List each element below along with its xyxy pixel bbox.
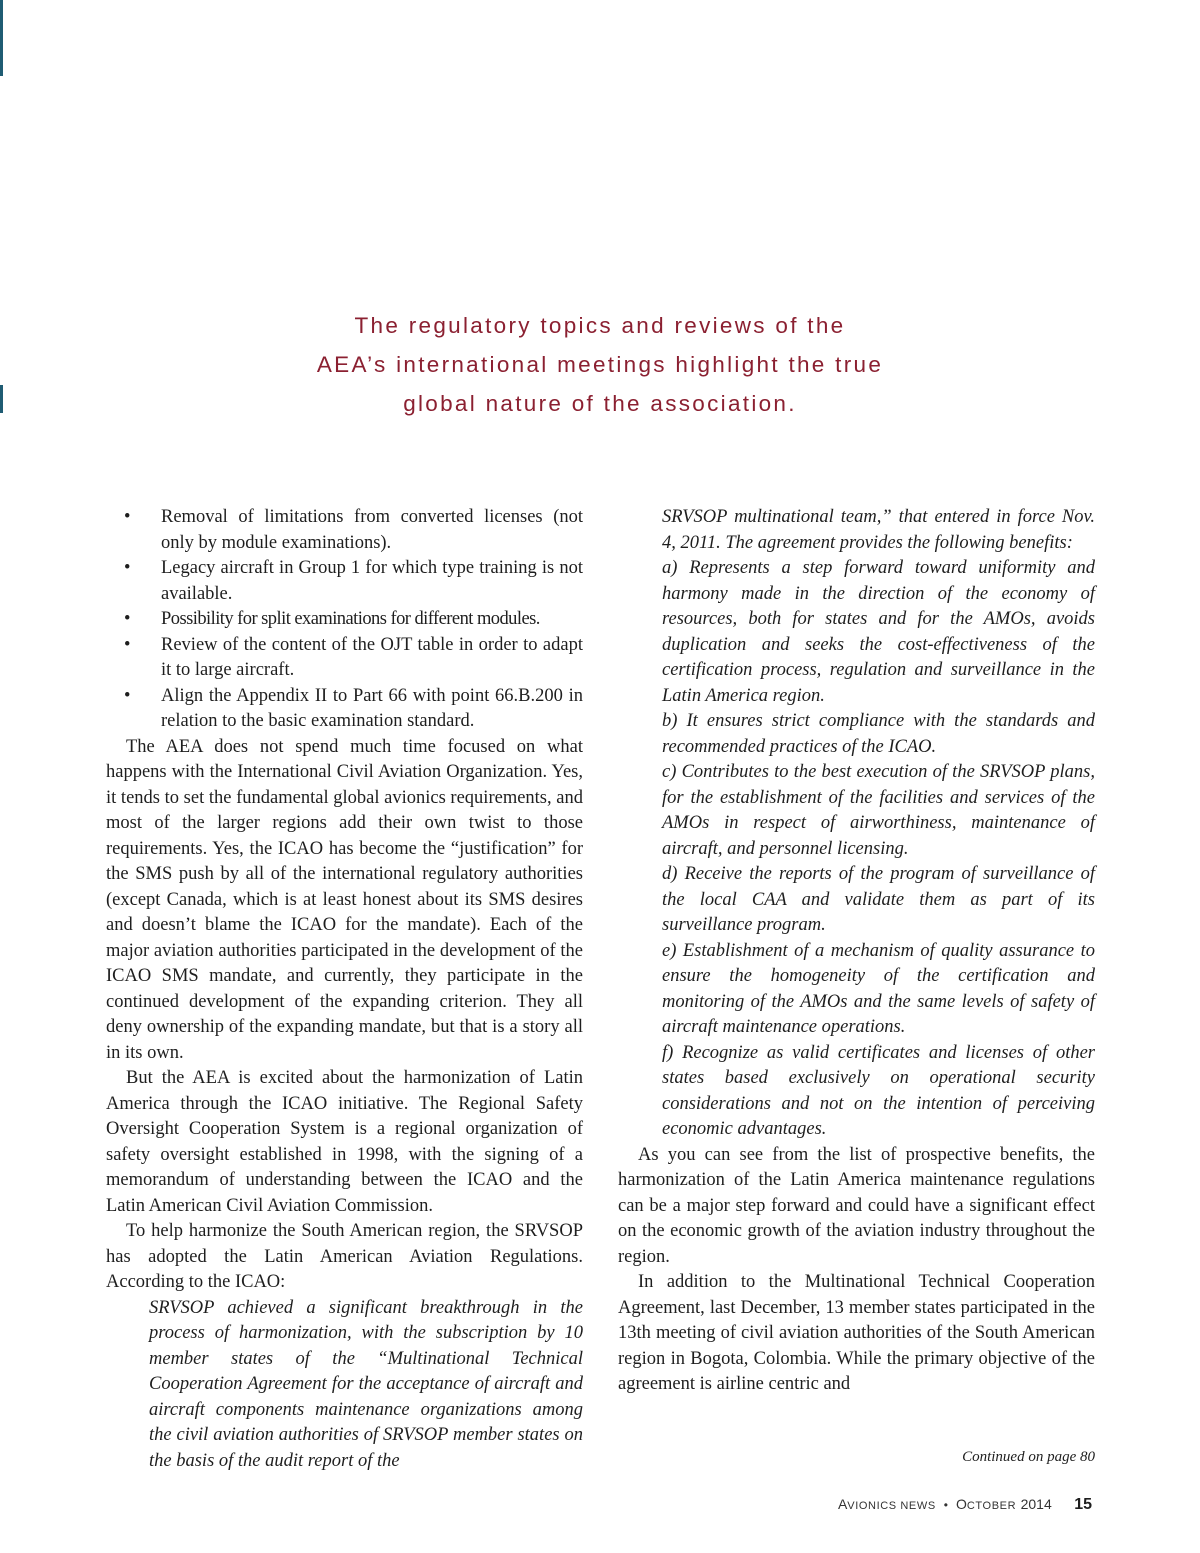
body-paragraph: To help harmonize the South American region, the SRVSOP has adopted the Latin American Aviation Regulations. According to the ICAO: [106, 1221, 583, 1292]
benefit-item: d) Receive the reports of the program of surveillance of the local CAA and validate them as part of its surveillance program. [662, 864, 1095, 935]
continued-note: Continued on page 80 [962, 1449, 1095, 1465]
page-number: 15 [1074, 1496, 1092, 1513]
body-paragraph: In addition to the Multinational Technical Cooperation Agreement, last December, 13 member states participated in the 13th meeting of civil aviation authorities of the South American region in Bogota, Colombia. While the primary objective of the agreement is airline centric and [618, 1272, 1095, 1394]
page-footer [838, 1496, 1092, 1514]
list-item-text: Possibility for split examinations for different modules. [161, 609, 540, 629]
body-paragraph: But the AEA is excited about the harmonization of Latin America through the ICAO initiative. The Regional Safety Oversight Cooperation System is a regional organization of safety oversight established in 1998, with the signing of a memorandum of understanding between the ICAO and the Latin American Civil Aviation Commission. [106, 1068, 583, 1216]
list-item [106, 607, 583, 633]
bullet-icon: • [124, 558, 131, 578]
bullet-icon: • [124, 507, 131, 527]
list-item-text: Review of the content of the OJT table in order to adapt it to large aircraft. [161, 634, 583, 680]
body-paragraph: The AEA does not spend much time focused on what happens with the International Civil Aviation Organization. Yes, it tends to set the fundamental global avionics requirements, and most of the larger regions add their own twist to those requirements. Yes, the ICAO has become the “justification” for the SMS push by all of the international regulatory authorities (except Canada, which is at least honest about its SMS desires and doesn’t blame the ICAO for the mandate). Each of the major aviation authorities participated in the development of the ICAO SMS mandate, and currently, they participate in the continued development of the expanding criterion. They all deny ownership of the expanding mandate, but that is a story all in its own. [106, 736, 583, 1063]
list-item [106, 505, 583, 556]
bullet-icon: • [124, 609, 130, 629]
body-paragraph: As you can see from the list of prospective benefits, the harmonization of the Latin America maintenance regulations can be a major step forward and could have a significant effect on the economic growth of the aviation industry throughout the region. [618, 1144, 1095, 1267]
publication-initial: A [837, 1496, 848, 1512]
pull-quote-line: AEA’s international meetings highlight the true [316, 352, 884, 377]
pull-quote-line: global nature of the association. [403, 391, 797, 416]
list-item [106, 684, 583, 735]
block-quote: SRVSOP achieved a significant breakthrough in the process of harmonization, with the subscription by 10 member states of the “Multinational Technical Cooperation Agreement for the acceptance of aircraft and aircraft components maintenance organizations among the civil aviation authorities of SRVSOP member states on the basis of the audit report of the [149, 1297, 583, 1471]
edge-mark-middle [0, 385, 3, 413]
bullet-list [106, 505, 583, 735]
benefit-item: a) Represents a step forward toward uniformity and harmony made in the direction of the economy of resources, both for states and for the AMOs, avoids duplication and seeks the cost-effectiveness of the certification process, regulation and surveillance in the Latin America region. [662, 558, 1095, 706]
right-column [618, 505, 1095, 1398]
list-item [106, 633, 583, 684]
month-initial: O [956, 1496, 967, 1512]
publication-name: VIONICS NEWS [847, 1500, 936, 1512]
pull-quote-line: The regulatory topics and reviews of the [354, 313, 846, 338]
list-item [106, 556, 583, 607]
footer-separator: • [943, 1498, 948, 1512]
benefit-item: f) Recognize as valid certificates and licenses of other states based exclusively on operational security considerations and not on the intention of perceiving economic advantages. [662, 1042, 1095, 1139]
bullet-icon: • [124, 685, 131, 706]
quote-continuation: SRVSOP multinational team,” that entered in force Nov. 4, 2011. The agreement provides the following benefits: [662, 507, 1095, 553]
list-item-text: Removal of limitations from converted licenses (not only by module examinations). [161, 507, 583, 553]
month-name: CTOBER [966, 1500, 1017, 1512]
left-column [106, 505, 583, 1474]
pull-quote [250, 306, 950, 423]
benefit-item: b) It ensures strict compliance with the standards and recommended practices of the ICAO. [662, 711, 1095, 757]
list-item-text: Align the Appendix II to Part 66 with point 66.B.200 in relation to the basic examination standard. [161, 685, 583, 731]
bullet-icon: • [124, 634, 131, 655]
issue-year: 2014 [1020, 1496, 1052, 1512]
list-item-text: Legacy aircraft in Group 1 for which type training is not available. [161, 558, 583, 604]
benefit-item: c) Contributes to the best execution of the SRVSOP plans, for the establishment of the facilities and services of the AMOs in respect of airworthiness, maintenance of aircraft, and personnel licensing. [662, 762, 1095, 859]
block-quote-continued [662, 505, 1095, 1143]
benefit-item: e) Establishment of a mechanism of quality assurance to ensure the homogeneity of the certification and monitoring of the AMOs and the same levels of safety of aircraft maintenance operations. [662, 940, 1095, 1037]
edge-mark-top [0, 0, 3, 76]
